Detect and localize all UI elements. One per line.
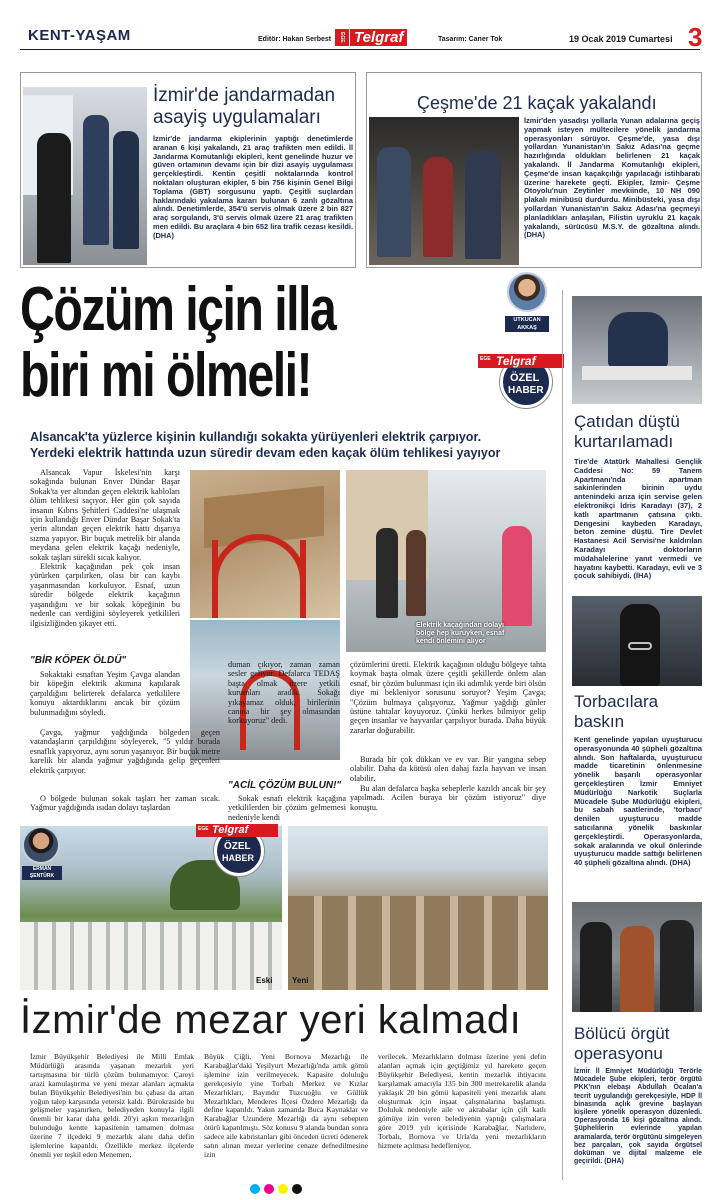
jandarma-photo [23,87,147,265]
migrant-figure-1 [377,147,411,257]
stretcher [582,366,692,380]
officer-figure-1 [83,115,109,245]
subhead-kopek: "BİR KÖPEK ÖLDÜ" [30,655,127,666]
main-col1-intro: Alsancak Vapur İskelesi'nin karşı sokağında bulunan Enver Dündar Başar Sokak'ta yer altından geçen elektrik kabloları ölüm tehlikesi saçıyor. Her gün çok sayıda insanın Kıbrıs Şehitleri Caddesi'ne ulaşmak için kullandığı Enver Dündar Başar Sokak'ta yerin altından geçen elektrik hattı dışarıya sızma yapıyor. Bir buçuk metrelik bir alanda meydana gelen elektrik kaçağı nedeniyle, sokak taşları sürekli sıcak kalıyor. [30,468,180,562]
torbaci-body: Kent genelinde yapılan uyuşturucu operasyonunda 40 şüpheli gözaltına alındı. Son haftalarda, uyuşturucu madde ticaretinin önlenmesine yönelik başarılı operasyonlar gerçekleştiren İzmir Emniyet Müdürlüğü Narkotik Suçlarla Mücadele Şube Müdürlüğü ekipleri, bu sabah saatlerinde, 'torbacı' denilen uyuşturucu madde satıcılarına yönelik baskınlar gerçekleştirdi. Operasyonlarda, sokak aralarında ve okul önlerinde uyuşturucu madde sattığı belirlenen 40 şüpheli gözaltına alındı. (DHA) [574,735,702,868]
civilian-figure [37,133,71,263]
reporter-name-2: AKKAŞ [505,324,549,332]
catidan-photo [572,296,702,404]
reporter-box-erman [22,826,62,890]
main-col1-p4: Çavga, yağmur yağdığında bölgeden geçen vatandaşların çarpıldığını söyleyerek, "5 yıldır burada esnaflık yapıyoruz, aynı sorun yaşanıyor. Bir buçuk metre karelik bir alanda yağmur yağdığında gelip geçenleri elektrik çarpıyor. [30,728,220,775]
subhead-cozum: "ACİL ÇÖZÜM BULUN!" [228,780,342,791]
bolucu-headline-2: operasyonu [574,1044,663,1063]
logo-text: Telgraf [350,29,407,46]
issue-date: 19 Ocak 2019 Cumartesi [569,34,673,44]
editor-credit: Editör: Hakan Serbest [258,36,332,43]
cemetery-headline: İzmir'de mezar yeri kalmadı [20,998,522,1042]
migrant-figure-2 [423,157,453,257]
main-col1-p5: O bölgede bulunan sokak taşları her zaman sıcak. Yağmur yağdığında ısıdan dolayı taşlardan [30,794,220,813]
reporter-name-1: UTKUCAN [505,316,549,324]
person-figure-2 [406,530,426,616]
badge-special-2: HABER [508,385,544,396]
main-col3-p3: Bu alan defalarca başka sebeplerle kazıldı ancak bir şey yapılmadı. Acilen buraya bir çözüm istiyoruz" diye konuştu. [350,784,546,812]
registration-dot-yellow [278,1184,288,1194]
migrant-figure-3 [465,151,501,259]
main-col1-p3: Sokaktaki esnaftan Yeşim Çavga alandan bir köpeğin elektrik akımına kapılarak çarpıldığını belirterek defalarca yetkililere konuyu aktardıklarını ancak bir çözüm bulunmadığını söyledi. [30,670,180,717]
reporter-avatar-erman [22,826,60,864]
badge-special-1: ÖZEL [510,372,540,384]
section-title: KENT-YAŞAM [28,27,131,44]
street-people-photo [346,470,546,652]
main-headline-line2: biri mi ölmeli! [20,341,311,410]
special-news-badge-2 [196,822,280,878]
police-figure-2 [660,920,694,1012]
handcuffs [628,642,652,650]
main-headline-line1: Çözüm için illa [20,275,336,344]
label-old: Eski [256,976,273,985]
cesme-body: İzmir'den yasadışı yollarla Yunan adalarına geçiş yapmak isteyen mültecilere yönelik jandarma operasyonları sürüyor. Çeşme'de, yasa dışı yollardan Yunanistan'ın Sakız Adası'na geçme hazırlığında oldukları belirlenen 21 kaçak yakalandı. İl Jandarma Komutanlığı ekipleri, Çeşme'de insan kaçakçılığı yapılacağı istihbaratı üzerine harekete geçti. Ekipler, İzmir- Çeşme Otoyolu'nun Zeytinler mevkiinde, 10 NH 090 plakalı minibüsü durdurdu. Minibüsteki, yasa dışı yollardan Yunanistan'ın Sakız Adası'na geçmeyi planladıkları anlaşılan, Filistin uyruklu 21 kaçak yakalandı, sürücüsü M.S.Y. de gözaltına alındı. (DHA) [524,116,700,240]
police-figure-1 [580,922,612,1012]
cemetery-col3: verilecek. Mezarlıkların dolması üzerine yeni defin alanları açmak için geçtiğimiz yıl harekete geçen Büyükşehir Belediyesi, kentin mezarlık ihtiyacını karşılamak amacıyla 135 bin 300 metrekarelik alanda yaklaşık 20 bin gömü kapasiteli yeni mezarlık alanı oluşturmak için inşaat çalışmalarına başlamıştı. Doluluk nedeniyle aile ve akrabalar için çift katlı gömüye izin veren belediyenin yaptığı çalışmalara göre 2019 yılı içerisinde Karabağlar, Narlıdere, Torbalı, Bornova ve Urla'da yeni mezarlıkların hizmete açılması hedefleniyor. [378,1052,546,1151]
badge-prefix-2: EGE [198,826,209,832]
badge-logo: Telgraf [496,354,536,368]
story-cesme [366,72,702,268]
main-col3-p2: Burada bir çok dükkan ve ev var. Bir yangına sebep olabilir. Daha da kötüsü olen dahaj fazla hayvan ve insan olabilir. [350,755,546,783]
badge-special-2-2: HABER [222,853,255,863]
badge-special-2-1: ÖZEL [224,841,251,852]
photo-caption [416,622,544,646]
registration-dot-black [292,1184,302,1194]
reporter-avatar [507,272,547,312]
catidan-headline-1: Çatıdan düştü [574,412,680,431]
photo-caption-line3: kendi önlemini alıyor [416,638,486,645]
cesme-headline: Çeşme'de 21 kaçak yakalandı [417,93,657,113]
medic-figure [608,312,668,368]
torbaci-headline-2: baskın [574,712,625,731]
page-number: 3 [688,22,703,52]
empty-plots [288,896,548,990]
story-jandarma [20,72,356,268]
reporter-box-utkucan [505,272,549,342]
catidan-body: Tire'de Atatürk Mahallesi Gençlik Caddesi No: 59 Tanem Apartmanı'nda apartman sakinlerinden birinin uydu antenindeki arıza için servise gelen elektronikçi İdris Karadayı (37), 2 katlı apartmanın çatısına çıktı. Dengesini kaybeden Karadayı, beton zemine düştü. Tire Devlet Hastanesi Acil Servisi'ne kaldırılan Karadayı doktorların müdahalelerine yanıt vermedi ve hayatını kaybetti. Karadayı, evli ve 3 çocuk sahibiydi. (İHA) [574,457,702,581]
label-new: Yeni [292,976,309,985]
main-col2-p2: Sokak esnafı elektrik kaçağına yetkililerden bir çözüm gelmemesi nedeniyle kendi [228,794,346,822]
sidebar-divider [562,290,563,1180]
bolucu-body: İzmir İl Emniyet Müdürlüğü Terörle Mücadele Şube ekipleri, terör örgütü PKK'nın elebaşı Abdullah Öcalan'a tecrit uygulandığı gerekçesiyle, HDP İl binasında açlık grevine başlayan kişilere yönelik operasyon düzenledi. Operasyonda 16 kişi gözaltına alındı. Şüphelilerin evlerinde yapılan aramalarda, terör örgütünü simgeleyen bez parçaları, çok sayıda örgütsel doküman ve dijital malzeme ele geçirildi. (DHA) [574,1068,702,1166]
person-figure-3 [502,526,532,626]
newspaper-logo [335,29,430,46]
catidan-headline-2: kurtarılamadı [574,432,674,451]
torbaci-headline-1: Torbacılara [574,692,659,711]
officer-figure-2 [113,131,139,249]
badge-logo-bar [478,354,564,368]
person-figure-1 [376,528,398,618]
main-subhead-2: Yerdeki elektrik hattında uzun süredir devam eden kaçak ölüm tehlikesi yayıyor [30,446,501,460]
torbaci-photo [572,596,702,686]
main-col1 [30,468,180,628]
registration-dot-magenta [264,1184,274,1194]
registration-dot-cyan [250,1184,260,1194]
cemetery-col2: Büyük Çiğli, Yeni Bornova Mezarlığı ile Karabağlar'daki Yeşilyurt Mezarlığı'nda artık gömü işlemine izin verilmeyecek. Kapasite doluluğu gerekçesiyle yine Torbalı Merkez ve Kızlar Mezarlıkları, Bayındır Tuzcuoğlu ve Güllük Mezarlıkları, Menderes İlçesi Özdere Mezarlığı da define kapatıldı. Yakın zamanda Buca Kaynaklar ve Karabağlar Uzundere Mezarlığı da aynı sebepten ötürü kapatılmıştı. Söz konusu 9 alanda bundan sonra sadece aile kabristanları gibi önceden ücreti ödenerek satın alınan mezar yerlerine cenaze defnedilmesine izin [204,1052,368,1159]
cesme-photo [369,117,519,265]
bolucu-photo [572,902,702,1012]
registration-marks [250,1184,310,1194]
photo-caption-line2: bölge hep kuruyken, esnaf [416,630,505,637]
grave-rows [20,922,282,990]
bolucu-headline-1: Bölücü örgüt [574,1024,670,1043]
photo-caption-line1: Elektrik kaçağından dolayı [416,622,504,629]
reporter-name-erman-2: ŞENTÜRK [22,873,62,880]
badge-logo-bar-2 [196,824,278,837]
cemetery-photo-new [288,826,548,990]
masthead [20,22,703,52]
reporter-name-erman-1: ERMAN [22,866,62,873]
main-subhead-1: Alsancak'ta yüzlerce kişinin kullandığı sokakta yürüyenleri elektrik çarpıyor. [30,430,482,444]
main-col3-p1: çözümlerini üretti. Elektrik kaçağının olduğu bölgeye tahta koymak başta olmak üzere çeşitli şekillerde önlem alan esnaf, bir çözüm bulunması için iki adımlık yerde biri ölsün diye mi bekleniyor sorusunu soruyor? Yeşim Çavga; "Çözüm bulmaya çalışıyoruz. Yağmur yağdığı günler üstüne tahtalar koyuyoruz. Çünkü herkes bilmiyor gelip geçen insanlar ve hayvanlar çarpılıyor burada. Daha büyük zararlar doğurabilir. [350,660,547,735]
detainee-figure [620,926,654,1012]
badge-prefix: EGE [480,356,491,362]
special-news-badge [478,352,568,410]
main-col2-p1: duman çıkıyor, zaman zaman sesler geliyor. Defalarca TEDAŞ başta olmak üzere yetkili kurumları aradık. Sokağı yıkayamaz olduk, birilerinin canına bir şey olmasından korkuyoruz" dedi. [228,660,340,726]
designer-credit: Tasarım: Caner Tok [438,36,503,43]
jandarma-headline: İzmir'de jandarmadan asayiş uygulamaları [153,85,336,128]
cemetery-col1: İzmir Büyükşehir Belediyesi ile Milli Emlak Müdürlüğü arasında yaşanan mezarlık yeri tartışmasına bir türlü çözüm bulunamıyor. Çareyi arazi kamulaştırma ve yeni mezar alanları açmakta bulan Büyükşehir Belediyesi'nin bu çabası da artan yoğun talep karşısında yetersiz kaldı. Bürokraside bu gelişmeler yaşanırken, belediyeden konuyla ilgili önemli bir karar daha geldi. 20'yi aşkın mezarlığın bulunduğu kentte kapasitenin tamamen dolması üzerine 7 ilçedeki 9 mezarlık alanı daha defin işlemlerine kapatıldı. Özellikle merkez ilçelerde önemli yer teşkil eden Menemen, [30,1052,194,1159]
badge-logo-2: Telgraf [212,824,249,836]
jandarma-body: İzmir'de jandarma ekiplerinin yaptığı denetimlerde aranan 6 kişi yakalandı, 21 araç trafikten men edildi. İl Jandarma Komutanlığı ekipleri, kent genelinde huzur ve güven ortamının devamı için bir dizi asayiş uygulaması gerçekleştirdi. Kentin çeşitli noktalarında kontrol noktaları oluşturan ekipler, 5 bin 756 kişinin Genel Bilgi Toplama (GBT) sorgusunu yaptı. Çeşitli suçlardan haklarındaki yakalama kararı bulunan 6 zanlı gözaltına alındı. Denetimlerde, 354'ü servis olmak üzere 2 bin 827 araç sorgulandı, 3'ü servis olmak üzere 21 araç trafikten men edildi. Bu araçlara 4 bin 652 lira trafik cezası kesildi. (DHA) [153,134,353,240]
logo-prefix: EGE [335,29,349,46]
main-col1-p2: Elektrik kaçağından pek çok insan yürürken çarpılırken, olası bir can kaybı yaşanmasından korkuluyor. Esnaf, uzun süredir bölgede elektrik kaçağının yaşandığını ve bir sokak köpeğinin bu nedenle can verdiğini söyleyerek yetkilileri ilgisizliğinden şikayet etti. [30,562,180,628]
electric-street-photo [190,470,340,618]
